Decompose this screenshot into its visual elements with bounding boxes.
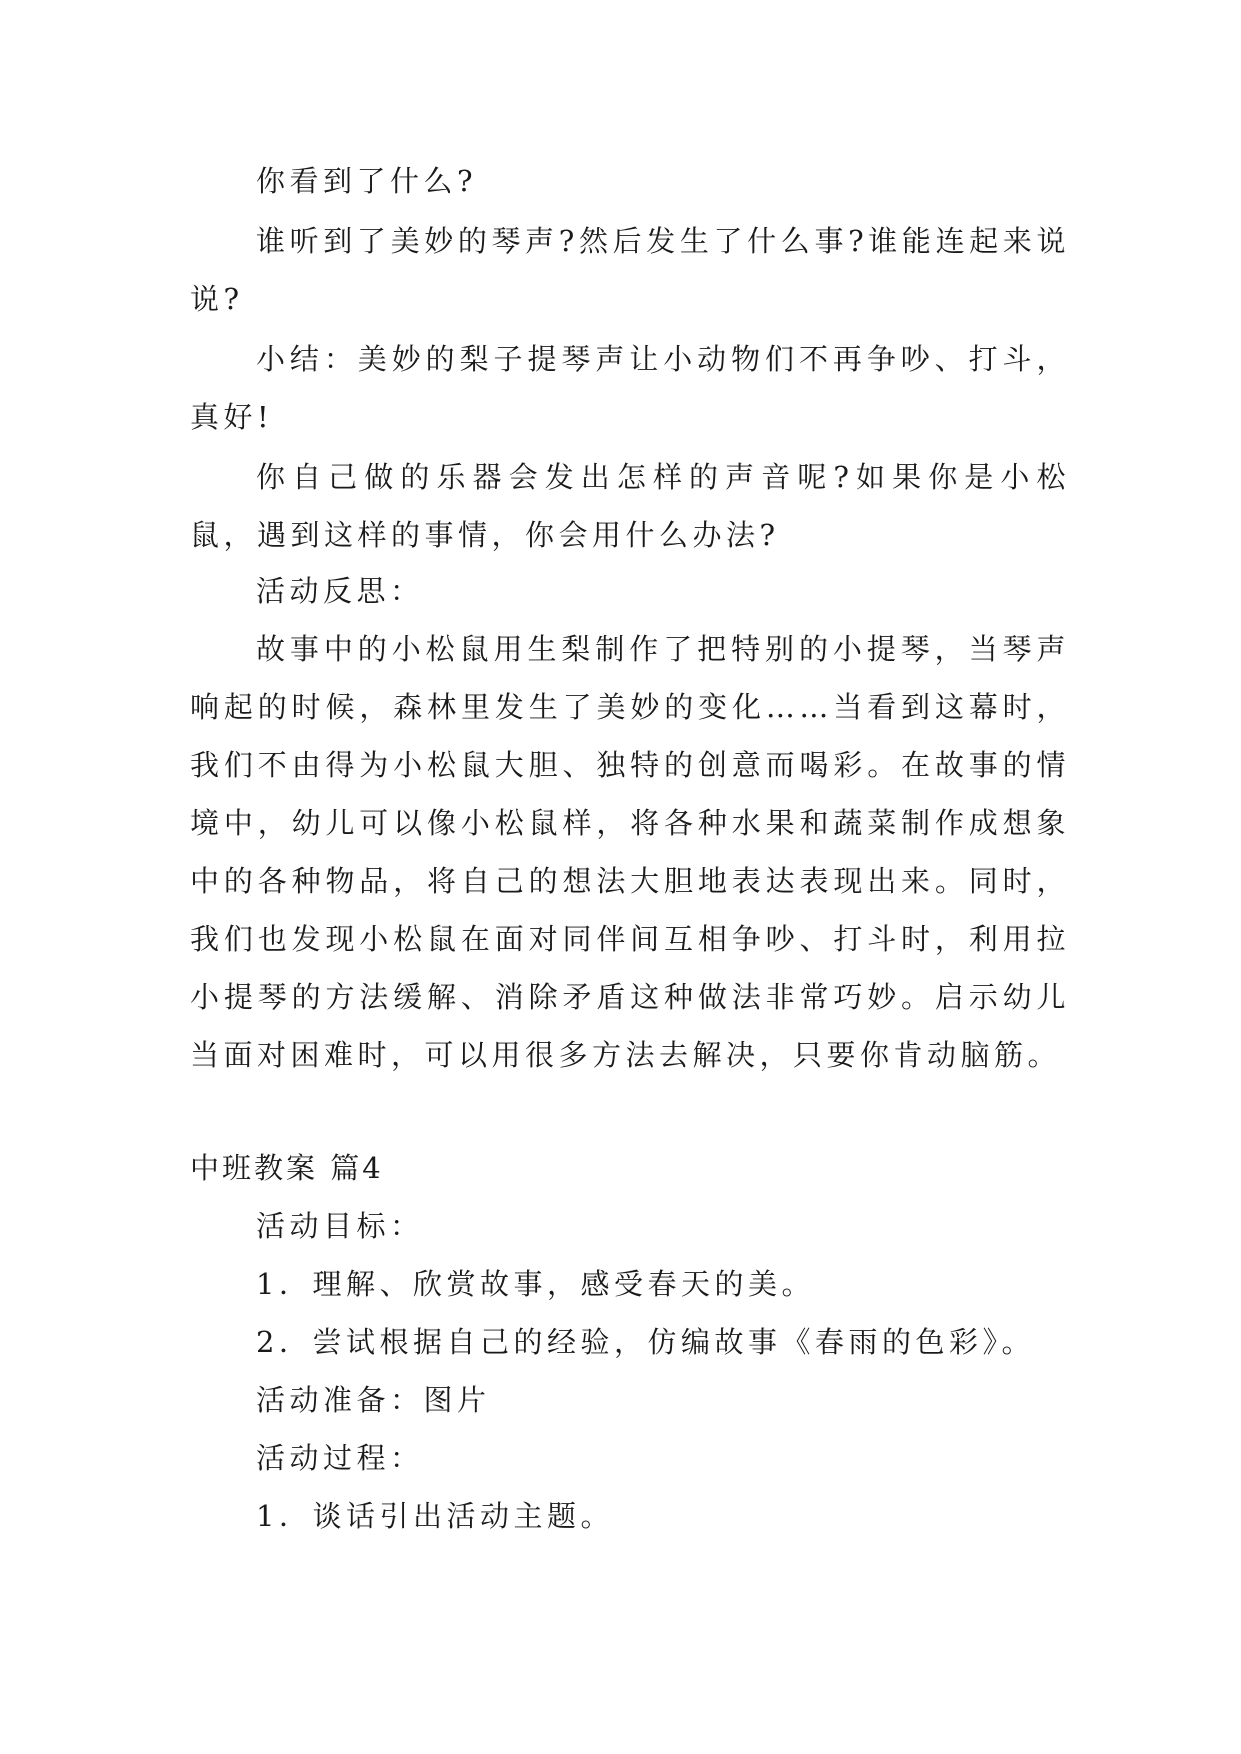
paragraph-question-what-seen: 你看到了什么? [256,164,478,198]
paragraph-summary: 小结：美妙的梨子提琴声让小动物们不再争吵、打斗，真好! [190,342,1070,434]
activity-goals-label: 活动目标： [256,1209,424,1243]
activity-process-step-1: 1．谈话引出活动主题。 [256,1499,614,1533]
section-title: 中班教案 篇4 [190,1151,384,1185]
activity-process-label: 活动过程： [256,1441,424,1475]
activity-preparation: 活动准备：图片 [256,1383,491,1417]
paragraph-question-who-heard: 谁听到了美妙的琴声?然后发生了什么事?谁能连起来说说? [190,224,1070,316]
paragraph-reflection-label: 活动反思： [256,574,424,608]
paragraph-reflection-body: 故事中的小松鼠用生梨制作了把特别的小提琴，当琴声响起的时候，森林里发生了美妙的变化……当看到这幕时，我们不由得为小松鼠大胆、独特的创意而喝彩。在故事的情境中，幼儿可以像小松鼠样，将各种水果和蔬菜制作成想象中的各种物品，将自己的想法大胆地表达表现出来。同时，我们也发现小松鼠在面对同伴间互相争吵、打斗时，利用拉小提琴的方法缓解、消除矛盾这种做法非常巧妙。启示幼儿当面对困难时，可以用很多方法去解决，只要你肯动脑筋。 [190,632,1070,1072]
activity-goal-1: 1．理解、欣赏故事，感受春天的美。 [256,1267,815,1301]
paragraph-question-instrument: 你自己做的乐器会发出怎样的声音呢?如果你是小松鼠，遇到这样的事情，你会用什么办法? [190,460,1070,552]
activity-goal-2: 2．尝试根据自己的经验，仿编故事《春雨的色彩》。 [256,1325,1035,1359]
